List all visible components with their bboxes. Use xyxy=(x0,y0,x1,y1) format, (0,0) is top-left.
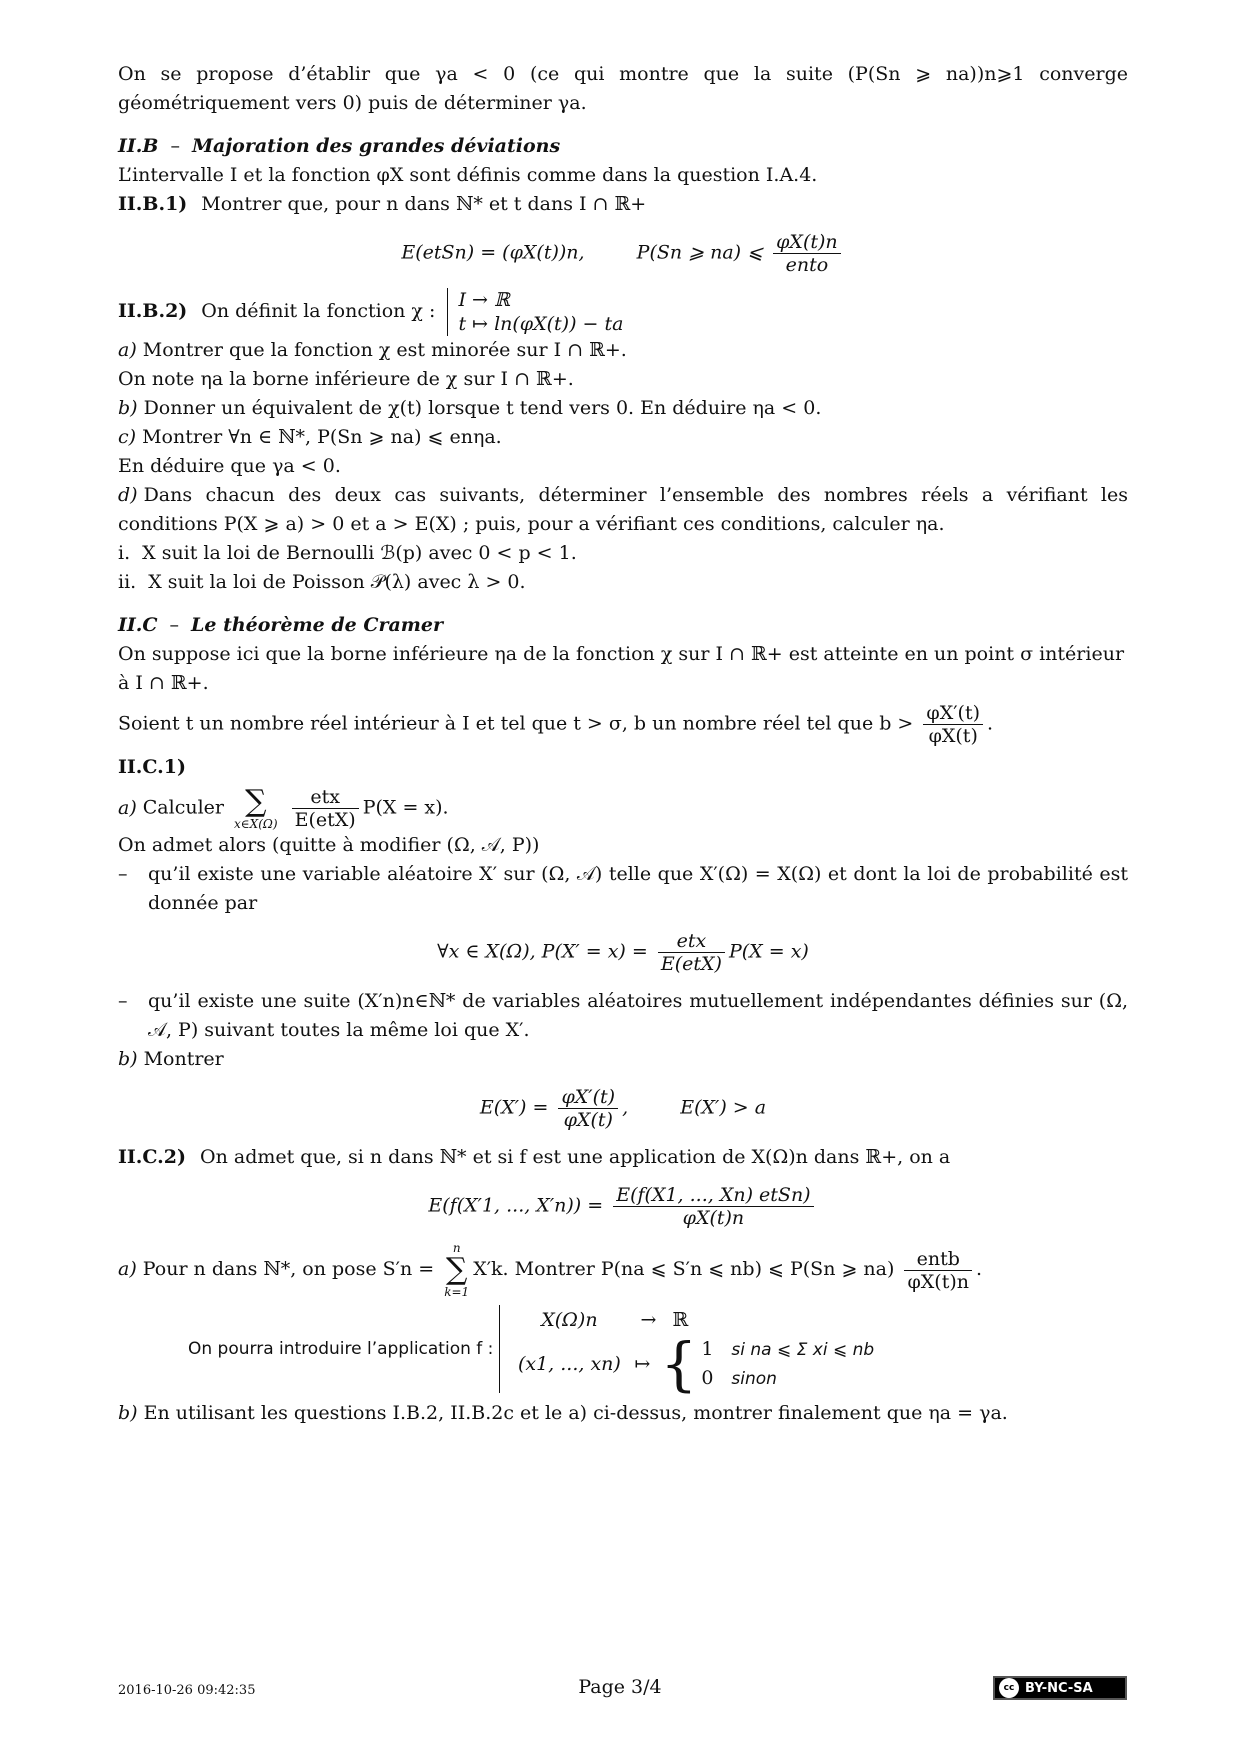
fraction xyxy=(558,1086,618,1131)
subquestion-text: Pour n dans ℕ*, on pose S′n = xyxy=(142,1258,435,1280)
paragraph: On note ηa la borne inférieure de χ sur I ∩ ℝ+. xyxy=(118,368,574,390)
map-domain: X(Ω)n xyxy=(541,1309,598,1331)
fraction-numerator: φX(t)n xyxy=(773,231,841,254)
subquestion-text: Calculer xyxy=(142,796,224,819)
map-variable: (x1, ..., xn) xyxy=(517,1353,621,1375)
sum-sign: ∑ xyxy=(245,783,267,819)
fraction-numerator: φX′(t) xyxy=(558,1086,618,1109)
subquestion-text: En utilisant les questions I.B.2, II.B.2c et le a) ci-dessus, montrer finalement que ηa = γa. xyxy=(143,1402,1008,1424)
case-row xyxy=(701,1364,874,1393)
case-ii xyxy=(118,568,1128,597)
fraction-numerator: etx xyxy=(658,930,725,953)
case-row xyxy=(701,1335,874,1364)
question-text: On admet que, si n dans ℕ* et si f est une application de X(Ω)n dans ℝ+, on a xyxy=(200,1146,951,1168)
subquestion-a: a) Pour n dans ℕ*, on pose S′n = n ∑ k=1 X′k. Montrer P(na ⩽ S′n ⩽ nb) ⩽ P(Sn ⩾ na) $\frac{\text{entb}}{\varphi X(t)n}$ . xyxy=(118,1241,983,1299)
equation-part: ∀x ∈ X(Ω), P(X′ = x) = xyxy=(437,940,648,963)
fraction-denominator: φX(t)n xyxy=(907,1270,969,1293)
subquestion-a xyxy=(118,783,1128,831)
question-text: On définit la fonction χ : xyxy=(201,300,436,322)
subquestion-label: a) xyxy=(118,1258,137,1280)
summation xyxy=(234,783,278,831)
equation-expectation: E(X′) = $\frac{\varphi X'(t)}{\varphi X(t)}$ , E(X′) > a xyxy=(479,1086,767,1131)
subquestion-text: X′k. Montrer P(na ⩽ S′n ⩽ nb) ⩽ P(Sn ⩾ na) xyxy=(473,1258,895,1280)
map-line: t ↦ ln(φX(t)) − ta xyxy=(458,313,624,335)
case-label: ii. xyxy=(118,571,137,593)
fraction xyxy=(904,1248,972,1293)
question-IIB2 xyxy=(118,288,1128,336)
sum-subscript: k=1 xyxy=(444,1285,470,1299)
intro-paragraph: On se propose d’établir que γa < 0 (ce qui montre que la suite (P(Sn ⩾ na))n⩾1 converge géométriquement vers 0) puis de déterminer γa. xyxy=(118,63,1128,114)
subquestion-label: b) xyxy=(118,397,138,419)
function-definition xyxy=(499,1305,875,1398)
paragraph-text: Soient t un nombre réel intérieur à I et tel que t > σ, b un nombre réel tel que b > xyxy=(118,712,914,735)
bullet-item xyxy=(118,987,1128,1045)
function-definition xyxy=(447,288,623,336)
cases xyxy=(701,1335,874,1393)
bullet-text: qu’il existe une variable aléatoire X′ sur (Ω, 𝒜) telle que X′(Ω) = X(Ω) et dont la loi de probabilité est donnée par xyxy=(148,863,1128,914)
fraction-numerator: E(f(X1, ..., Xn) etSn) xyxy=(613,1184,813,1207)
question-IIB1 xyxy=(118,190,1128,219)
bullet-dash: – xyxy=(118,863,128,885)
subquestion-label: b) xyxy=(118,1048,138,1070)
fraction-denominator: ento xyxy=(785,254,829,276)
paragraph: Soient t un nombre réel intérieur à I et tel que t > σ, b un nombre réel tel que b > $\frac{\varphi X'(t)}{\varphi X(t)}$ . xyxy=(118,702,994,747)
subquestion-b xyxy=(118,1399,1128,1428)
fraction-denominator: φX(t) xyxy=(563,1109,613,1131)
paragraph: En déduire que γa < 0. xyxy=(118,455,341,477)
page-number: Page 3/4 xyxy=(578,1676,662,1698)
paragraph: L’intervalle I et la fonction φX sont définis comme dans la question I.A.4. xyxy=(118,164,818,186)
equation-IIB1 xyxy=(118,231,1128,276)
map-line: I → ℝ xyxy=(458,289,510,311)
license-badge xyxy=(993,1676,1127,1700)
equation-law xyxy=(118,930,1128,975)
sum-superscript: n xyxy=(452,1241,461,1255)
equation-part: E(etSn) = (φX(t))n, xyxy=(401,241,585,264)
question-number: II.C.2) xyxy=(118,1146,187,1168)
paragraph: On suppose ici que la borne inférieure ηa de la fonction χ sur I ∩ ℝ+ est atteinte en un point σ intérieur à I ∩ ℝ+. xyxy=(118,643,1125,694)
fraction-denominator: E(etX) xyxy=(660,953,722,975)
question-number: II.B.1) xyxy=(118,193,188,215)
hint-text: On pourra introduire l’application f : xyxy=(188,1338,494,1359)
equation-part: P(X = x). xyxy=(362,796,449,819)
subquestion-label: c) xyxy=(118,426,137,448)
subquestion-b xyxy=(118,1045,1128,1074)
case-label: i. xyxy=(118,542,131,564)
subquestion-text: Montrer que la fonction χ est minorée sur I ∩ ℝ+. xyxy=(142,339,627,361)
subquestion-d xyxy=(118,481,1128,539)
fraction xyxy=(923,702,983,747)
section-title: Le théorème de Cramer xyxy=(191,614,443,636)
subquestion-text: Montrer xyxy=(143,1048,224,1070)
hint-block xyxy=(188,1305,1128,1398)
document-body xyxy=(118,60,1128,1428)
case-value: 1 xyxy=(701,1338,714,1360)
fraction-numerator: φX′(t) xyxy=(923,702,983,725)
question-IIC2 xyxy=(118,1143,1128,1172)
subquestion-c xyxy=(118,423,1128,452)
case-text: X suit la loi de Poisson 𝒫(λ) avec λ > 0. xyxy=(148,571,526,593)
bullet-dash: – xyxy=(118,990,128,1012)
fraction-denominator: φX(t)n xyxy=(682,1207,745,1229)
question-text: Montrer que, pour n dans ℕ* et t dans I ∩ ℝ+ xyxy=(201,193,647,215)
case-condition: sinon xyxy=(731,1369,777,1389)
section-number: II.B xyxy=(118,135,159,157)
equation-part: P(Sn ⩾ na) ⩽ xyxy=(636,241,764,264)
equation-part: E(X′) = xyxy=(479,1096,549,1119)
cc-icon: cc xyxy=(999,1678,1019,1698)
section-number: II.C xyxy=(118,614,158,636)
paragraph: On admet alors (quitte à modifier (Ω, 𝒜, P)) xyxy=(118,834,540,856)
case-text: X suit la loi de Bernoulli ℬ(p) avec 0 < p < 1. xyxy=(142,542,577,564)
map-arrow: → xyxy=(640,1309,657,1331)
section-heading-IIB: II.B – Majoration des grandes déviations xyxy=(118,135,561,157)
subquestion-text: Montrer ∀n ∈ ℕ*, P(Sn ⩾ na) ⩽ enηa. xyxy=(142,426,502,448)
equation-part: P(X = x) xyxy=(728,940,809,963)
subquestion-label: b) xyxy=(118,1402,138,1424)
map-codomain: ℝ xyxy=(672,1309,689,1331)
fraction xyxy=(658,930,725,975)
bullet-text: qu’il existe une suite (X′n)n∈ℕ* de variables aléatoires mutuellement indépendantes définies sur (Ω, 𝒜, P) suivant toutes la même loi que X′. xyxy=(148,990,1128,1041)
case-value: 0 xyxy=(701,1367,714,1389)
subquestion-a xyxy=(118,336,1128,365)
footer-timestamp: 2016-10-26 09:42:35 xyxy=(118,1683,256,1698)
question-number: II.C.1) xyxy=(118,756,187,778)
fraction-denominator: φX(t) xyxy=(928,725,978,747)
section-heading-IIC: II.C – Le théorème de Cramer xyxy=(118,614,443,636)
equation-part: E(X′) > a xyxy=(680,1096,767,1119)
summation xyxy=(444,1241,469,1299)
subquestion-text: Donner un équivalent de χ(t) lorsque t tend vers 0. En déduire ηa < 0. xyxy=(143,397,822,419)
subquestion-label: d) xyxy=(118,484,138,506)
question-IIC1 xyxy=(118,753,1128,782)
bullet-item xyxy=(118,860,1128,918)
case-condition: si na ⩽ Σ xi ⩽ nb xyxy=(731,1340,875,1360)
equation-part: E(f(X′1, ..., X′n)) = xyxy=(428,1194,604,1217)
fraction-denominator: E(etX) xyxy=(294,809,356,831)
fraction-numerator: etx xyxy=(292,786,359,809)
subquestion-text: Dans chacun des deux cas suivants, déterminer l’ensemble des nombres réels a vérifiant les conditions P(X ⩾ a) > 0 et a > E(X) ; puis, pour a vérifiant ces conditions, calculer ηa. xyxy=(118,484,1128,535)
sum-sign: ∑ xyxy=(446,1252,468,1287)
subquestion-label: a) xyxy=(118,796,137,819)
subquestion-label: a) xyxy=(118,339,137,361)
map-arrow: ↦ xyxy=(634,1353,651,1375)
license-text: BY-NC-SA xyxy=(1025,1680,1093,1696)
fraction xyxy=(613,1184,813,1229)
fraction xyxy=(292,786,359,831)
section-title: Majoration des grandes déviations xyxy=(191,135,561,157)
case-i xyxy=(118,539,1128,568)
subquestion-b xyxy=(118,394,1128,423)
equation-transfer xyxy=(118,1184,1128,1229)
question-number: II.B.2) xyxy=(118,300,188,322)
fraction-numerator: entb xyxy=(904,1248,972,1271)
sum-subscript: x∈X(Ω) xyxy=(234,816,278,831)
left-brace: { xyxy=(660,1330,698,1398)
fraction xyxy=(773,231,841,276)
map-row xyxy=(514,1330,875,1398)
